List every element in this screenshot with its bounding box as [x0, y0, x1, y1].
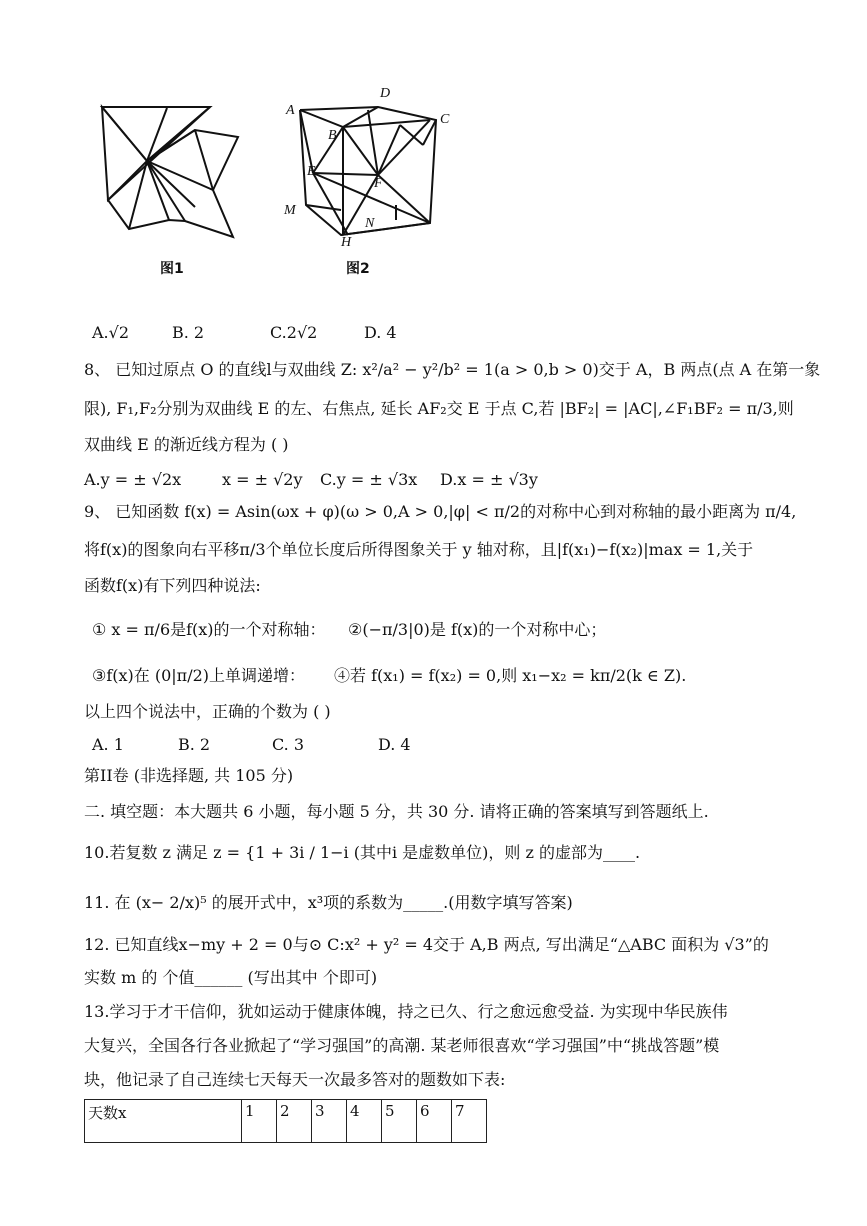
q9-line-3: 函数f(x)有下列四种说法:: [84, 576, 261, 595]
fig2-label-e: E: [307, 164, 316, 179]
q8-option-d: D.x = ± √3y: [440, 470, 538, 489]
q12-line-2: 实数 m 的 个值______ (写出其中 个即可): [84, 968, 378, 987]
q9-statement-1: ① x = π/6是f(x)的一个对称轴：: [92, 620, 326, 639]
q9-statement-2: ②(−π/3|0)是 f(x)的一个对称中心；: [348, 620, 607, 639]
fig2-label-b: B: [328, 128, 337, 143]
q8-option-c: C.y = ± √3x: [320, 470, 418, 489]
q11: 11. 在 (x− 2/x)⁵ 的展开式中，x³项的系数为_____.(用数字填写答案): [84, 893, 573, 912]
q7-option-d: D. 4: [364, 323, 397, 342]
q9-option-d: D. 4: [378, 735, 411, 754]
part-2-header: 第II卷 (非选择题, 共 105 分): [84, 766, 294, 785]
table-cell: 4: [347, 1100, 382, 1143]
table-cell: 5: [382, 1100, 417, 1143]
q9-question: 以上四个说法中，正确的个数为 ( ): [84, 702, 331, 721]
q9-statement-3: ③f(x)在 (0|π/2)上单调递增：: [92, 666, 306, 685]
q7-option-c: C.2√2: [270, 323, 318, 342]
figure-1: [95, 95, 250, 240]
fill-in-header: 二. 填空题：本大题共 6 小题，每小题 5 分，共 30 分. 请将正确的答案填写到答题纸上.: [84, 802, 709, 821]
fig2-label-a: A: [286, 103, 295, 118]
q8-option-b: x = ± √2y: [222, 470, 303, 489]
fig2-label-n: N: [365, 216, 375, 231]
q13-line-1: 13.学习于才干信仰，犹如运动于健康体魄，持之已久、行之愈远愈受益. 为实现中华民族伟: [84, 1002, 728, 1021]
table-cell: 7: [452, 1100, 487, 1143]
q9-option-c: C. 3: [272, 735, 305, 754]
q13-line-3: 块，他记录了自己连续七天每天一次最多答对的题数如下表:: [84, 1070, 506, 1089]
q9-option-b: B. 2: [178, 735, 211, 754]
fig2-label-d: D: [380, 86, 391, 101]
q8-line-2: 限), F₁,F₂分别为双曲线 E 的左、右焦点, 延长 AF₂交 E 于点 C,若 |BF₂| = |AC|,∠F₁BF₂ = π/3,则: [84, 399, 794, 418]
table-row: [85, 1100, 487, 1143]
q8-option-a: A.y = ± √2x: [84, 470, 182, 489]
fig2-label-h: H: [341, 235, 352, 250]
q9-statement-4: ④若 f(x₁) = f(x₂) = 0,则 x₁−x₂ = kπ/2(k ∈ Z).: [334, 666, 687, 685]
q12-line-1: 12. 已知直线x−my + 2 = 0与⊙ C:x² + y² = 4交于 A,B 两点, 写出满足“△ABC 面积为 √3”的: [84, 935, 769, 954]
fig2-label-f: F: [374, 176, 383, 191]
table-cell: 3: [312, 1100, 347, 1143]
q7-option-b: B. 2: [172, 323, 205, 342]
q8-line-3: 双曲线 E 的渐近线方程为 ( ): [84, 435, 289, 454]
table-header-cell: 天数x: [85, 1100, 242, 1143]
q7-option-a: A.√2: [92, 323, 130, 342]
q13-line-2: 大复兴，全国各行各业掀起了“学习强国”的高潮. 某老师很喜欢“学习强国”中“挑战答题”模: [84, 1036, 720, 1055]
figure-1-caption: 图1: [160, 261, 184, 277]
q8-line-1: 8、 已知过原点 O 的直线l与双曲线 Z: x²/a² − y²/b² = 1(a > 0,b > 0)交于 A，B 两点(点 A 在第一象: [84, 360, 821, 379]
table-cell: 1: [242, 1100, 277, 1143]
fig2-label-m: M: [284, 203, 296, 218]
figure-2-caption: 图2: [346, 261, 370, 277]
fig2-label-c: C: [440, 112, 450, 127]
q9-line-1: 9、 已知函数 f(x) = Asin(ωx + φ)(ω > 0,A > 0,|φ| < π/2的对称中心到对称轴的最小距离为 π/4,: [84, 502, 797, 521]
table-cell: 6: [417, 1100, 452, 1143]
q10: 10.若复数 z 满足 z = {1 + 3i / 1−i (其中i 是虚数单位)，则 z 的虚部为____.: [84, 843, 641, 862]
q9-line-2: 将f(x)的图象向右平移π/3个单位长度后所得图象关于 y 轴对称，且|f(x₁)−f(x₂)|max = 1,关于: [84, 540, 754, 559]
table-cell: 2: [277, 1100, 312, 1143]
days-table: [84, 1099, 487, 1143]
q9-option-a: A. 1: [92, 735, 124, 754]
